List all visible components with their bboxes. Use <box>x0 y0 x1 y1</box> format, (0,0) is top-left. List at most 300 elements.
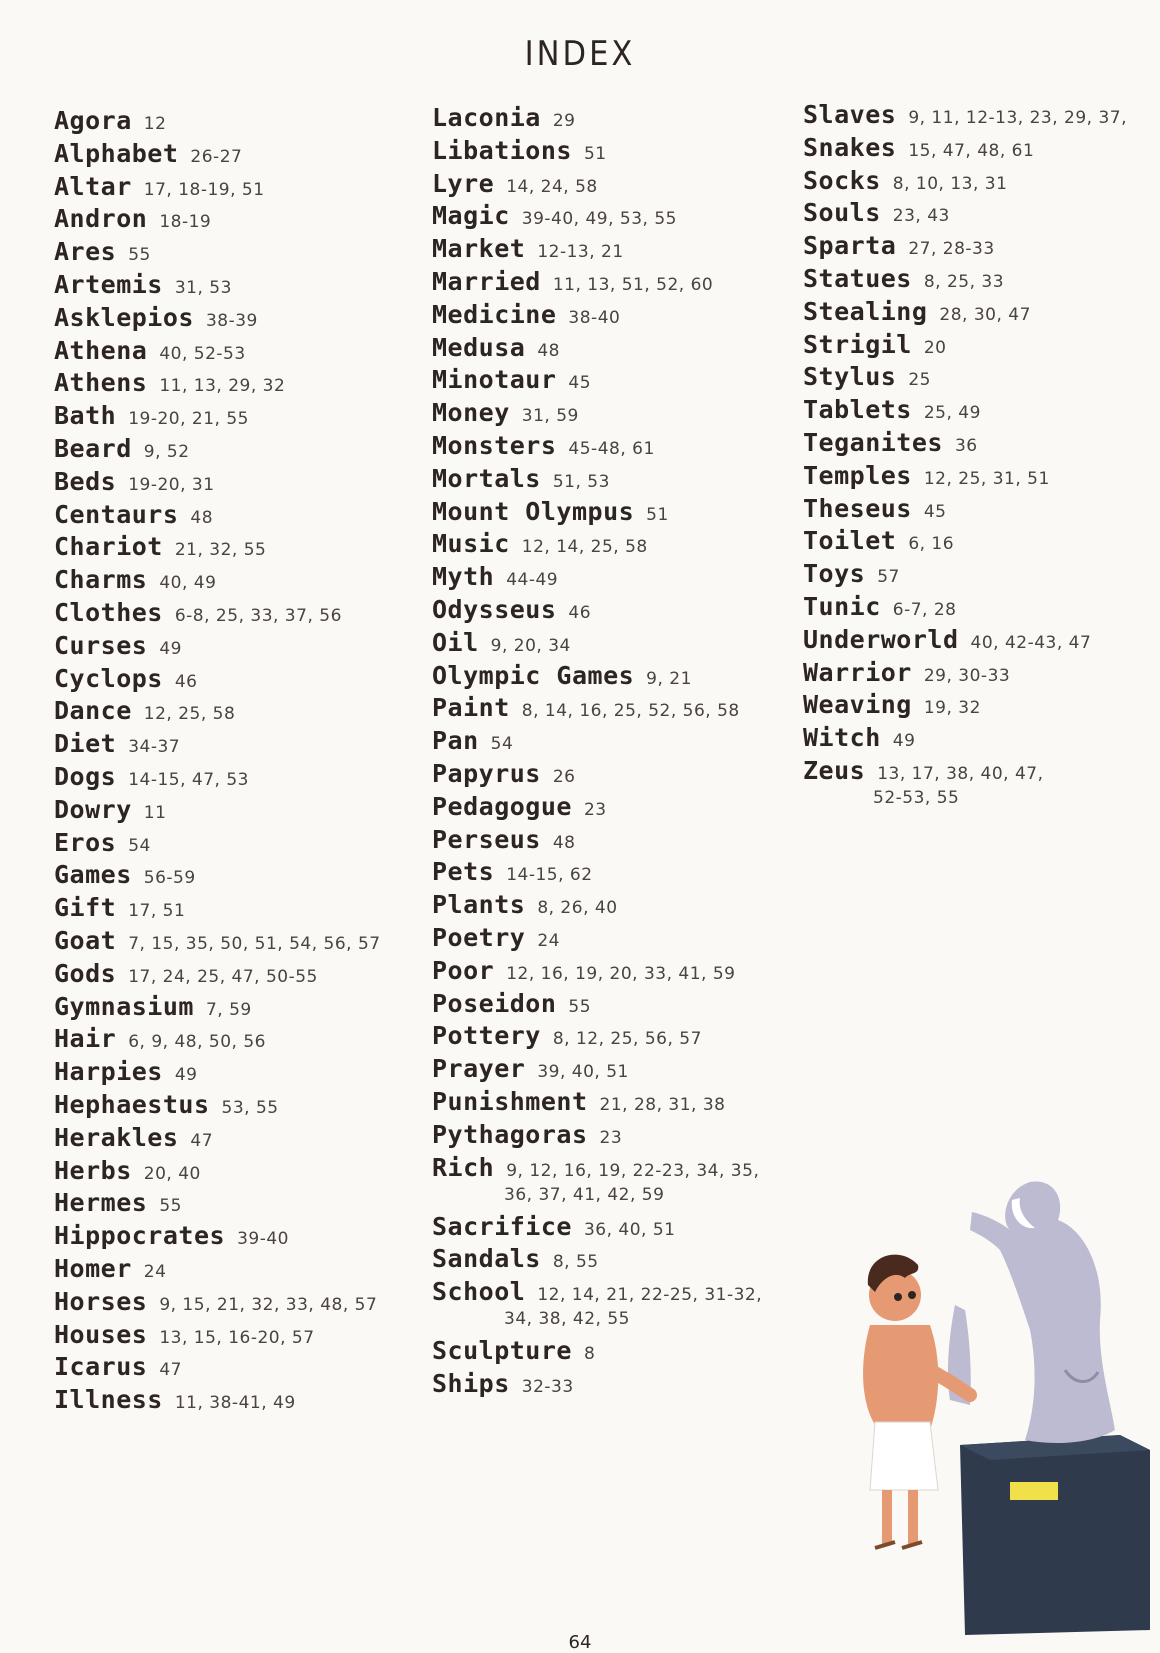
index-term: Gymnasium <box>54 991 194 1021</box>
index-pages: 23 <box>583 799 607 820</box>
index-term: Hermes <box>54 1188 148 1218</box>
index-pages: 49 <box>174 1065 198 1086</box>
index-entry <box>54 336 246 365</box>
index-term: Games <box>54 860 132 890</box>
index-entry <box>803 428 978 457</box>
index-entry <box>54 303 258 332</box>
index-term: Minotaur <box>432 365 557 395</box>
index-term: Horses <box>54 1286 148 1316</box>
index-entry <box>54 434 190 463</box>
index-pages: 17, 51 <box>128 901 186 922</box>
index-entry <box>803 330 947 359</box>
index-pages: 8, 10, 13, 31 <box>892 173 1008 194</box>
index-entry <box>432 497 669 526</box>
index-entry <box>432 562 558 591</box>
index-term: Pedagogue <box>432 791 572 821</box>
index-pages: 9, 15, 21, 32, 33, 48, 57 <box>159 1294 378 1315</box>
index-term: Gods <box>54 958 117 988</box>
index-pages: 6, 16 <box>908 534 955 555</box>
index-pages: 46 <box>568 603 592 623</box>
index-pages: 14-15, 62 <box>506 865 593 886</box>
page-title: INDEX <box>524 34 636 74</box>
index-pages: 7, 15, 35, 50, 51, 54, 56, 57 <box>128 934 381 954</box>
index-entry <box>54 172 265 201</box>
index-pages: 38-40 <box>568 307 621 328</box>
index-entry <box>432 661 692 690</box>
index-term: Sculpture <box>432 1336 572 1366</box>
index-term: School <box>432 1277 526 1307</box>
index-entry <box>54 762 249 791</box>
index-pages: 8 <box>583 1344 596 1365</box>
index-entry <box>432 103 576 132</box>
index-pages: 8, 55 <box>552 1252 599 1273</box>
index-term: Harpies <box>54 1057 163 1087</box>
index-term: Artemis <box>54 270 163 299</box>
index-entry <box>432 1277 762 1306</box>
index-term: Altar <box>54 171 132 201</box>
index-term: Stealing <box>803 296 928 326</box>
index-pages: 56-59 <box>143 868 196 889</box>
index-term: Prayer <box>432 1054 526 1084</box>
index-pages: 48 <box>537 340 560 361</box>
index-entry <box>54 729 180 758</box>
index-pages: 54 <box>490 734 514 755</box>
index-term: Ships <box>432 1369 510 1398</box>
index-entry <box>432 1087 725 1116</box>
index-term: Hippocrates <box>54 1221 226 1251</box>
index-entry <box>803 690 981 719</box>
index-entry <box>54 959 318 988</box>
index-term: Eros <box>54 827 117 857</box>
index-entry <box>803 461 1050 490</box>
index-term: Paint <box>432 693 510 723</box>
index-pages: 12 <box>143 114 167 134</box>
index-term: Souls <box>803 198 881 228</box>
index-pages: 20 <box>923 337 947 358</box>
index-pages: 19-20, 21, 55 <box>128 409 249 430</box>
index-pages: 11, 13, 29, 32 <box>159 376 286 397</box>
index-term: Olympic Games <box>432 660 635 690</box>
index-pages: 45 <box>923 501 947 522</box>
index-pages: 46 <box>174 671 198 692</box>
index-entry <box>54 1221 289 1250</box>
index-term: Mortals <box>432 463 541 493</box>
index-pages: 8, 14, 16, 25, 52, 56, 58 <box>521 701 740 722</box>
index-term: Andron <box>54 204 148 234</box>
index-pages: 51 <box>583 143 607 164</box>
index-entry <box>432 267 713 296</box>
index-entry <box>54 828 151 857</box>
index-pages: 12, 25, 31, 51 <box>923 468 1050 489</box>
index-entry <box>803 395 981 424</box>
index-pages: 21, 28, 31, 38 <box>599 1095 726 1115</box>
index-pages: 13, 15, 16-20, 57 <box>159 1327 315 1348</box>
index-term: Illness <box>54 1385 163 1415</box>
index-term: Statues <box>803 264 912 293</box>
index-pages: 19, 32 <box>923 698 981 719</box>
index-pages: 45 <box>568 373 592 394</box>
index-pages: 51, 53 <box>552 471 610 492</box>
index-entry <box>432 1153 759 1182</box>
index-pages: 49 <box>159 638 182 659</box>
index-term: Dowry <box>54 794 132 824</box>
index-entry <box>54 204 211 233</box>
index-pages: 12, 14, 21, 22-25, 31-32, <box>537 1285 763 1306</box>
index-pages-continued: 34, 38, 42, 55 <box>504 1309 630 1330</box>
index-term: Clothes <box>54 598 163 627</box>
index-pages: 55 <box>128 245 151 266</box>
index-pages: 54 <box>128 835 151 856</box>
index-pages: 11 <box>143 802 167 823</box>
index-term: Teganites <box>803 428 943 457</box>
index-term: Tunic <box>803 592 881 621</box>
index-term: Snakes <box>803 132 897 162</box>
index-term: Charms <box>54 565 148 595</box>
index-pages: 40, 42-43, 47 <box>970 632 1092 653</box>
index-pages: 48 <box>552 832 576 853</box>
index-pages: 9, 12, 16, 19, 22-23, 34, 35, <box>506 1160 760 1181</box>
index-term: Zeus <box>803 756 866 785</box>
index-term: Alphabet <box>54 138 179 168</box>
index-entry <box>432 1054 629 1083</box>
index-term: Icarus <box>54 1352 148 1382</box>
index-pages: 7, 59 <box>205 999 252 1020</box>
index-term: Warrior <box>803 657 912 687</box>
index-pages: 19-20, 31 <box>128 474 215 495</box>
index-term: Dance <box>54 696 132 726</box>
index-term: Witch <box>803 723 881 753</box>
index-entry <box>54 1287 377 1316</box>
index-entry <box>54 1320 315 1349</box>
index-entry <box>54 1024 266 1053</box>
index-entry <box>432 201 677 230</box>
index-term: Sacrifice <box>432 1211 572 1241</box>
index-term: Bath <box>54 401 117 431</box>
index-entry <box>803 198 950 227</box>
index-term: Strigil <box>803 329 912 359</box>
index-pages: 25, 49 <box>923 403 981 424</box>
index-term: Laconia <box>432 103 541 132</box>
index-entry <box>432 529 648 558</box>
index-entry <box>432 300 620 329</box>
index-entry <box>54 237 151 266</box>
index-entry <box>54 926 381 955</box>
index-term: Poor <box>432 955 495 985</box>
index-pages: 29 <box>552 111 576 131</box>
index-entry <box>432 825 576 854</box>
index-entry <box>803 362 931 391</box>
index-entry <box>54 664 198 693</box>
index-pages: 12, 14, 25, 58 <box>521 537 648 558</box>
index-term: Poetry <box>432 923 526 952</box>
index-pages: 12-13, 21 <box>537 242 624 263</box>
index-pages: 40, 52-53 <box>159 343 246 364</box>
index-term: Ares <box>54 237 117 267</box>
index-entry <box>54 1123 213 1152</box>
index-term: Herbs <box>54 1155 132 1185</box>
index-entry <box>432 464 610 493</box>
index-pages: 24 <box>537 931 560 951</box>
index-pages: 23, 43 <box>892 206 950 227</box>
index-entry <box>54 631 182 660</box>
index-entry <box>803 166 1007 195</box>
index-term: Medusa <box>432 332 526 362</box>
index-term: Houses <box>54 1319 148 1349</box>
index-entry <box>54 1254 166 1283</box>
index-entry <box>54 106 166 135</box>
index-term: Agora <box>54 106 132 135</box>
index-pages: 40, 49 <box>159 573 217 594</box>
index-pages: 53, 55 <box>221 1098 279 1118</box>
index-pages: 25 <box>908 370 931 391</box>
index-pages: 49 <box>892 731 916 752</box>
index-term: Magic <box>432 201 510 231</box>
index-entry <box>432 333 560 362</box>
index-entry <box>803 756 1044 785</box>
index-entry <box>432 431 655 460</box>
index-pages: 48 <box>190 507 214 528</box>
index-pages: 27, 28-33 <box>908 239 995 260</box>
index-term: Monsters <box>432 431 557 460</box>
index-entry <box>432 923 560 952</box>
index-entry <box>432 1369 574 1398</box>
index-entry <box>54 860 196 889</box>
index-pages: 24 <box>143 1262 167 1282</box>
index-entry <box>432 726 513 755</box>
index-term: Hair <box>54 1024 117 1054</box>
index-entry <box>432 234 624 263</box>
index-entry <box>54 1188 182 1217</box>
index-entry <box>54 795 166 824</box>
index-pages-continued: 36, 37, 41, 42, 59 <box>504 1184 665 1205</box>
index-entry <box>54 893 185 922</box>
index-entry <box>54 696 235 725</box>
index-entry <box>54 139 242 168</box>
index-pages: 17, 18-19, 51 <box>143 179 265 200</box>
index-entry <box>54 1156 201 1185</box>
index-entry <box>54 598 342 627</box>
index-entry <box>803 592 956 621</box>
index-pages-continued: 52-53, 55 <box>873 788 960 808</box>
index-pages: 17, 24, 25, 47, 50-55 <box>128 966 318 987</box>
index-pages: 12, 16, 19, 20, 33, 41, 59 <box>506 963 736 984</box>
index-entry <box>54 401 249 430</box>
index-entry <box>432 989 591 1018</box>
index-term: Gift <box>54 893 117 923</box>
index-pages: 38-39 <box>205 310 258 331</box>
index-pages: 8, 26, 40 <box>537 898 618 919</box>
index-pages: 23 <box>599 1127 623 1148</box>
index-pages: 11, 13, 51, 52, 60 <box>552 275 714 295</box>
index-pages: 28, 30, 47 <box>939 304 1031 325</box>
index-term: Papyrus <box>432 759 541 788</box>
index-pages: 39, 40, 51 <box>537 1062 629 1083</box>
index-pages: 47 <box>159 1360 182 1381</box>
index-term: Mount Olympus <box>432 496 635 526</box>
index-term: Market <box>432 234 526 264</box>
index-term: Homer <box>54 1254 132 1283</box>
index-term: Pan <box>432 726 479 756</box>
index-term: Diet <box>54 729 117 759</box>
index-entry <box>54 1057 198 1086</box>
index-term: Socks <box>803 165 881 195</box>
index-entry <box>432 693 740 722</box>
index-entry <box>432 628 571 657</box>
index-term: Toys <box>803 559 866 589</box>
index-pages: 6-7, 28 <box>892 600 957 620</box>
index-term: Chariot <box>54 532 163 562</box>
index-entry <box>54 500 213 529</box>
index-pages: 36 <box>954 436 978 456</box>
index-entry <box>54 368 285 397</box>
index-pages: 44-49 <box>506 570 559 591</box>
index-entry <box>432 1244 599 1273</box>
index-term: Married <box>432 267 541 296</box>
index-pages: 9, 21 <box>646 668 692 689</box>
statue-illustration <box>860 1160 1160 1640</box>
index-term: Cyclops <box>54 663 163 693</box>
index-term: Weaving <box>803 690 912 720</box>
index-term: Herakles <box>54 1122 179 1152</box>
index-term: Goat <box>54 926 117 955</box>
index-pages: 15, 47, 48, 61 <box>908 140 1035 161</box>
index-pages: 47 <box>190 1130 214 1151</box>
index-pages: 21, 32, 55 <box>174 540 267 561</box>
index-entry <box>432 398 579 427</box>
index-term: Temples <box>803 460 912 490</box>
index-pages: 31, 59 <box>521 406 579 427</box>
index-pages: 8, 25, 33 <box>923 272 1005 292</box>
index-entry <box>803 658 1010 687</box>
index-entry <box>803 133 1034 162</box>
index-pages: 9, 20, 34 <box>490 635 571 656</box>
index-entry <box>803 559 900 588</box>
index-pages: 20, 40 <box>143 1163 201 1184</box>
index-term: Dogs <box>54 762 117 791</box>
index-entry <box>54 1385 296 1414</box>
index-pages: 11, 38-41, 49 <box>174 1393 296 1414</box>
index-entry <box>432 1120 622 1149</box>
index-term: Punishment <box>432 1087 588 1116</box>
index-entry <box>54 992 252 1021</box>
index-pages: 51 <box>646 504 669 525</box>
index-pages: 9, 11, 12-13, 23, 29, 37, <box>908 108 1127 128</box>
index-pages: 31, 53 <box>174 278 232 298</box>
index-pages: 9, 52 <box>143 442 190 462</box>
index-term: Myth <box>432 562 495 592</box>
index-term: Rich <box>432 1152 495 1182</box>
index-term: Pottery <box>432 1021 541 1051</box>
index-pages: 55 <box>568 996 592 1017</box>
index-term: Perseus <box>432 824 541 854</box>
index-entry <box>432 857 593 886</box>
index-term: Athens <box>54 368 148 398</box>
index-term: Music <box>432 529 510 559</box>
index-entry <box>54 467 215 496</box>
index-term: Sparta <box>803 231 897 261</box>
index-pages: 36, 40, 51 <box>583 1219 676 1240</box>
index-term: Plants <box>432 890 526 920</box>
index-term: Athena <box>54 335 148 365</box>
index-term: Toilet <box>803 526 897 556</box>
index-pages: 14, 24, 58 <box>506 176 598 197</box>
index-entry <box>803 264 1004 293</box>
index-term: Lyre <box>432 168 495 198</box>
index-pages: 6-8, 25, 33, 37, 56 <box>174 606 342 626</box>
index-entry <box>803 231 995 260</box>
index-term: Underworld <box>803 624 959 654</box>
index-pages: 6, 9, 48, 50, 56 <box>128 1032 266 1053</box>
index-term: Stylus <box>803 362 897 392</box>
index-entry <box>54 270 232 299</box>
index-term: Pythagoras <box>432 1119 588 1149</box>
index-term: Oil <box>432 627 479 657</box>
index-term: Theseus <box>803 493 912 523</box>
index-term: Asklepios <box>54 302 194 332</box>
index-entry <box>432 1021 702 1050</box>
page-number: 64 <box>568 1632 592 1653</box>
index-entry <box>803 297 1031 326</box>
index-pages: 39-40, 49, 53, 55 <box>521 209 677 230</box>
index-pages: 8, 12, 25, 56, 57 <box>552 1029 702 1050</box>
index-pages: 34-37 <box>128 737 181 758</box>
index-entry <box>54 1090 279 1119</box>
index-pages: 12, 25, 58 <box>143 704 236 725</box>
index-pages: 32-33 <box>521 1377 574 1397</box>
index-term: Beard <box>54 434 132 463</box>
index-pages: 14-15, 47, 53 <box>128 770 249 790</box>
index-entry <box>432 1212 675 1241</box>
index-entry <box>432 890 618 919</box>
index-term: Centaurs <box>54 499 179 529</box>
index-term: Hephaestus <box>54 1090 210 1119</box>
index-term: Pets <box>432 857 495 887</box>
index-term: Money <box>432 398 510 428</box>
index-entry <box>432 792 607 821</box>
index-entry <box>432 956 736 985</box>
index-pages: 26 <box>552 767 576 787</box>
index-entry <box>432 759 576 788</box>
index-term: Slaves <box>803 100 897 129</box>
index-entry <box>803 494 947 523</box>
index-pages: 45-48, 61 <box>568 439 655 459</box>
index-entry <box>803 100 1127 129</box>
index-pages: 57 <box>877 567 900 588</box>
index-entry <box>432 136 607 165</box>
index-term: Tablets <box>803 395 912 425</box>
index-term: Sandals <box>432 1244 541 1274</box>
index-entry <box>803 526 954 555</box>
index-pages: 13, 17, 38, 40, 47, <box>877 764 1044 784</box>
index-entry <box>803 625 1091 654</box>
index-term: Curses <box>54 630 148 660</box>
index-term: Beds <box>54 466 117 496</box>
index-entry <box>432 595 591 624</box>
index-pages: 55 <box>159 1196 182 1217</box>
index-term: Poseidon <box>432 988 557 1018</box>
index-pages: 26-27 <box>190 146 243 167</box>
index-term: Odysseus <box>432 595 557 624</box>
index-entry <box>54 532 266 561</box>
index-pages: 39-40 <box>237 1229 289 1250</box>
index-entry <box>432 1336 595 1365</box>
index-entry <box>54 565 216 594</box>
index-pages: 29, 30-33 <box>923 665 1011 686</box>
index-entry <box>54 1352 182 1381</box>
index-entry <box>432 169 598 198</box>
index-pages: 18-19 <box>159 212 212 233</box>
index-term: Medicine <box>432 299 557 329</box>
